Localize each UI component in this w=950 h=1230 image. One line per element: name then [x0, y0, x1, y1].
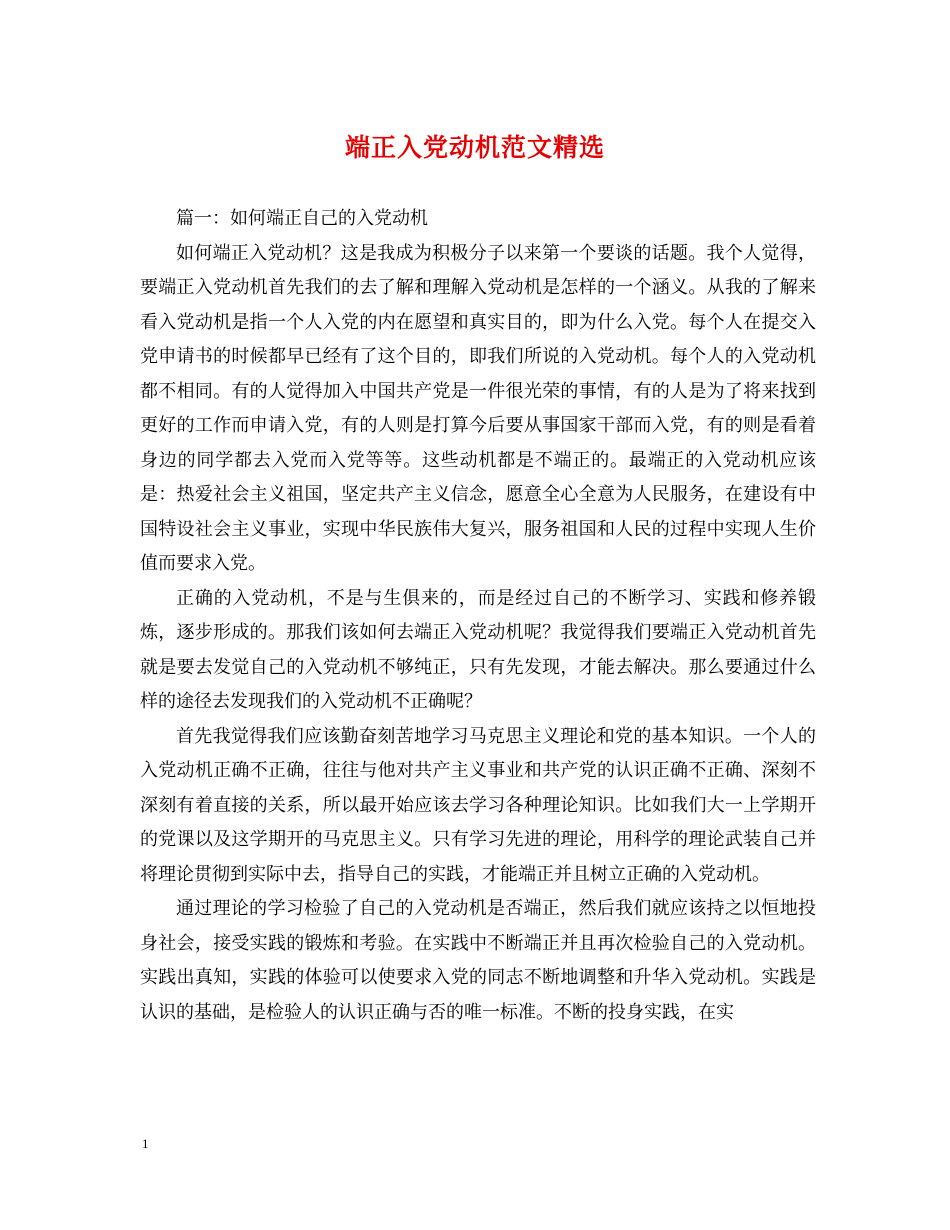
body-paragraph: 通过理论的学习检验了自己的入党动机是否端正，然后我们就应该持之以恒地投身社会，接受实践的锻炼和考验。在实践中不断端正并且再次检验自己的入党动机。实践出真知，实践的体验可以使要求入党的同志不断地调整和升华入党动机。实践是认识的基础，是检验人的认识正确与否的唯一标准。不断的投身实践，在实 — [140, 898, 816, 1023]
document-body — [140, 202, 816, 1030]
body-paragraph: 首先我觉得我们应该勤奋刻苦地学习马克思主义理论和党的基本知识。一个人的入党动机正确不正确，往往与他对共产主义事业和共产党的认识正确不正确、深刻不深刻有着直接的关系，所以最开始应该去学习各种理论知识。比如我们大一上学期开的党课以及这学期开的马克思主义。只有学习先进的理论，用科学的理论武装自己并将理论贯彻到实际中去，指导自己的实践，才能端正并且树立正确的入党动机。 — [140, 725, 816, 885]
section-heading: 篇一：如何端正自己的入党动机 — [176, 208, 428, 229]
body-paragraph: 正确的入党动机，不是与生俱来的，而是经过自己的不断学习、实践和修养锻炼，逐步形成的。那我们该如何去端正入党动机呢？我觉得我们要端正入党动机首先就是要去发觉自己的入党动机不够纯正，只有先发现，才能去解决。那么要通过什么样的途径去发现我们的入党动机不正确呢？ — [140, 587, 816, 712]
page-number: 1 — [142, 1136, 149, 1151]
body-paragraph: 如何端正入党动机？这是我成为积极分子以来第一个要谈的话题。我个人觉得，要端正入党动机首先我们的去了解和理解入党动机是怎样的一个涵义。从我的了解来看入党动机是指一个人入党的内在愿望和真实目的，即为什么入党。每个人在提交入党申请书的时候都早已经有了这个目的，即我们所说的入党动机。每个人的入党动机都不相同。有的人觉得加入中国共产党是一件很光荣的事情，有的人是为了将来找到更好的工作而申请入党，有的人则是打算今后要从事国家干部而入党，有的则是看着身边的同学都去入党而入党等等。这些动机都是不端正的。最端正的入党动机应该是：热爱社会主义祖国，坚定共产主义信念，愿意全心全意为人民服务，在建设有中国特设社会主义事业，实现中华民族伟大复兴，服务祖国和人民的过程中实现人生价值而要求入党。 — [140, 242, 816, 574]
document-title: 端正入党动机范文精选 — [344, 133, 605, 162]
